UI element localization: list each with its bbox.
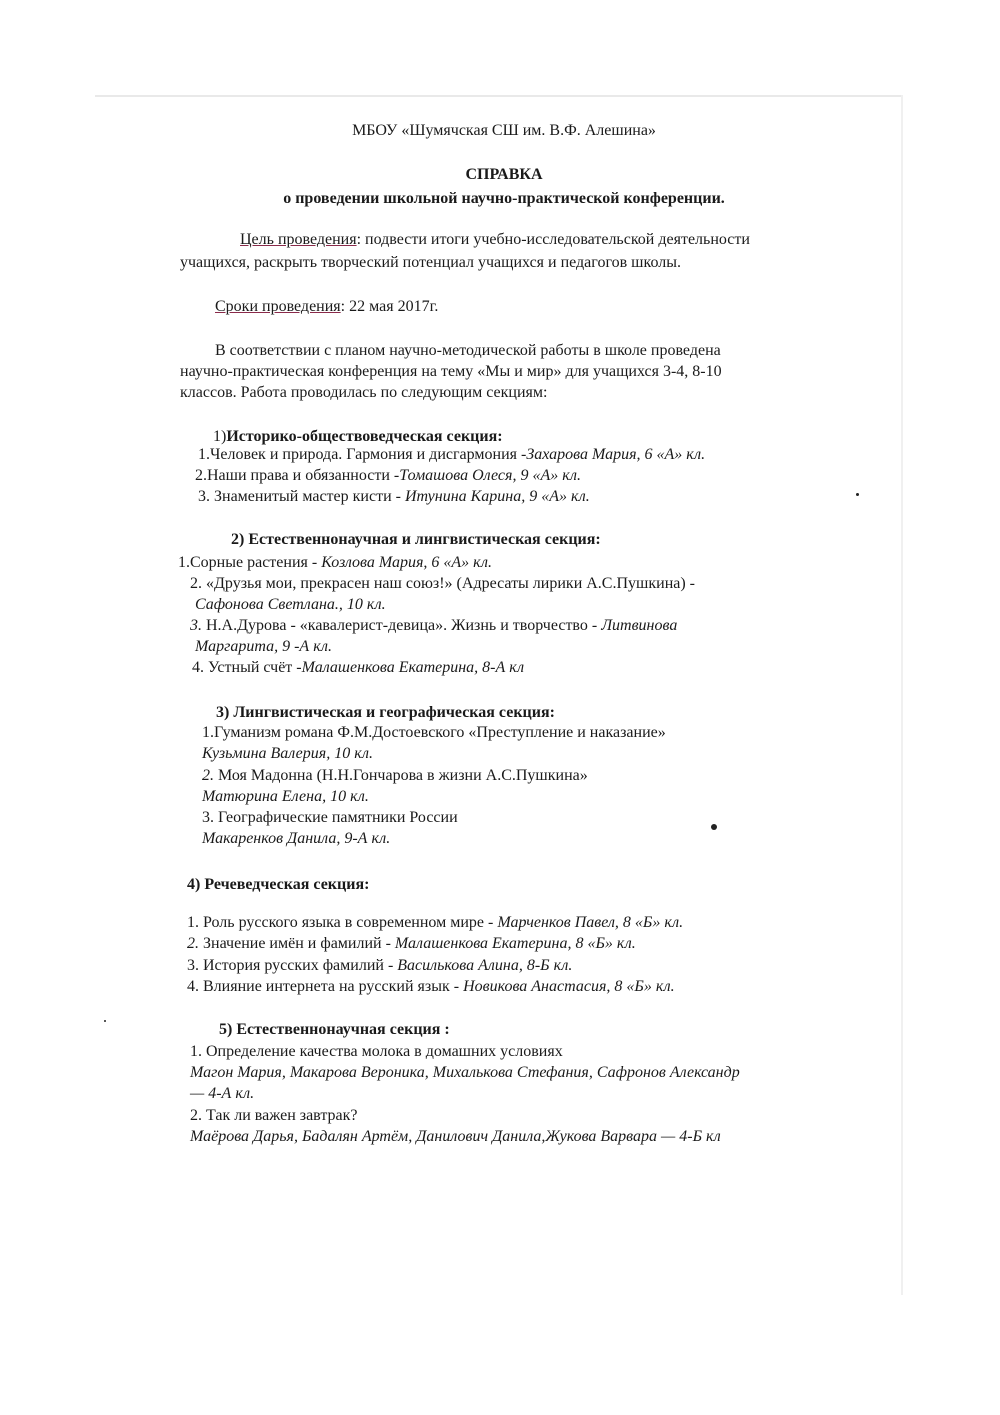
intro-line-2: научно-практическая конференция на тему «Мы и мир» для учащихся 3-4, 8-10 [180, 363, 722, 380]
section-5-item-1-students: Магон Мария, Макарова Вероника, Михалькова Стефания, Сафронов Александр [190, 1064, 740, 1081]
item-topic: 4. Устный счёт - [192, 659, 302, 676]
section-4-title: 4) Речеведческая секция: [187, 876, 370, 893]
section-2-item-3 [190, 616, 677, 636]
section-3-item-3: 3. Географические памятники России [202, 809, 458, 826]
section-2-title: 2) Естественнонаучная и лингвистическая секция: [231, 531, 601, 548]
scan-edge-right [901, 95, 903, 1295]
section-2-item-3-student: Маргарита, 9 -А кл. [195, 638, 332, 655]
school-name: МБОУ «Шумячская СШ им. В.Ф. Алешина» [352, 122, 656, 139]
scan-speck [856, 493, 859, 496]
section-4-item-1 [187, 913, 683, 933]
section-3-item-3-student: Макаренков Данила, 9-А кл. [202, 830, 391, 847]
intro-line-1: В соответствии с планом научно-методической работы в школе проведена [215, 342, 721, 359]
document-title: СПРАВКА [465, 166, 543, 183]
scan-edge-top [95, 95, 903, 97]
section-1-item-3 [198, 487, 590, 507]
item-topic: 3. История русских фамилий - [187, 957, 398, 974]
section-1-item-1 [198, 445, 705, 465]
section-1-number: 1) [213, 428, 227, 445]
item-student: Литвинова [601, 617, 678, 634]
scan-speck [104, 1020, 106, 1022]
item-topic: 1.Сорные растения - [178, 554, 322, 571]
item-number: 2. [202, 767, 214, 784]
item-number: 3. [190, 617, 202, 634]
section-3-title: 3) Лингвистическая и географическая секция: [216, 704, 555, 721]
section-5-item-1-class: — 4-А кл. [190, 1085, 255, 1102]
section-1-title: Историко-обществоведческая секция: [226, 428, 503, 445]
section-3-item-2 [202, 766, 588, 786]
goal-label: Цель проведения [240, 231, 357, 248]
item-topic: 3. Знаменитый мастер кисти - [198, 488, 405, 505]
item-number: 2. [187, 935, 199, 952]
section-2-item-2: 2. «Друзья мои, прекрасен наш союз!» (Адресаты лирики А.С.Пушкина) - [190, 575, 696, 592]
item-topic: Моя Мадонна (Н.Н.Гончарова в жизни А.С.Пушкина» [214, 767, 588, 784]
item-student: Василькова Алина, 8-Б кл. [397, 957, 573, 974]
section-5-item-1: 1. Определение качества молока в домашних условиях [190, 1043, 563, 1060]
section-5-title: 5) Естественнонаучная секция : [219, 1021, 450, 1038]
section-5-item-2: 2. Так ли важен завтрак? [190, 1107, 358, 1124]
item-topic: Значение имён и фамилий - [199, 935, 395, 952]
item-student: Малашенкова Екатерина, 8-А кл [301, 659, 525, 676]
dates-text: : 22 мая 2017г. [340, 298, 439, 315]
goal-line-2: учащихся, раскрыть творческий потенциал учащихся и педагогов школы. [180, 254, 681, 271]
section-3-item-1-student: Кузьмина Валерия, 10 кл. [202, 745, 373, 762]
item-student: Томашова Олеся, 9 «А» кл. [399, 467, 581, 484]
item-topic: 4. Влияние интернета на русский язык - [187, 978, 464, 995]
goal-line-1 [240, 230, 750, 250]
scan-speck [711, 824, 717, 830]
item-topic: 1. Роль русского языка в современном мире - [187, 914, 498, 931]
section-4-item-2 [187, 934, 636, 954]
intro-line-3: классов. Работа проводилась по следующим секциям: [180, 384, 548, 401]
item-student: Малашенкова Екатерина, 8 «Б» кл. [394, 935, 636, 952]
section-2-item-2-student: Сафонова Светлана., 10 кл. [195, 596, 386, 613]
section-4-item-3 [187, 956, 572, 976]
dates-line [215, 297, 438, 317]
section-2-item-1 [178, 553, 492, 573]
goal-text-1: : подвести итоги учебно-исследовательской деятельности [356, 231, 750, 248]
section-1-item-2 [195, 466, 581, 486]
document-subtitle: о проведении школьной научно-практической конференции. [283, 190, 725, 207]
section-3-item-1: 1.Гуманизм романа Ф.М.Достоевского «Преступление и наказание» [202, 724, 666, 741]
section-1-heading [213, 427, 503, 447]
item-topic: 2.Наши права и обязанности - [195, 467, 400, 484]
section-4-item-4 [187, 977, 675, 997]
item-student: Марченков Павел, 8 «Б» кл. [497, 914, 684, 931]
item-student: Итунина Карина, 9 «А» кл. [404, 488, 590, 505]
item-student: Новикова Анастасия, 8 «Б» кл. [463, 978, 675, 995]
item-topic: Н.А.Дурова - «кавалерист-девица». Жизнь и творчество - [202, 617, 602, 634]
item-student: Козлова Мария, 6 «А» кл. [321, 554, 492, 571]
item-student: Захарова Мария, 6 «А» кл. [526, 446, 706, 463]
dates-label: Сроки проведения [215, 298, 341, 315]
section-3-item-2-student: Матюрина Елена, 10 кл. [202, 788, 369, 805]
item-topic: 1.Человек и природа. Гармония и дисгармония - [198, 446, 527, 463]
section-5-item-2-students: Маёрова Дарья, Бадалян Артём, Данилович Данила,Жукова Варвара — 4-Б кл [190, 1128, 721, 1145]
section-2-item-4 [192, 658, 524, 678]
